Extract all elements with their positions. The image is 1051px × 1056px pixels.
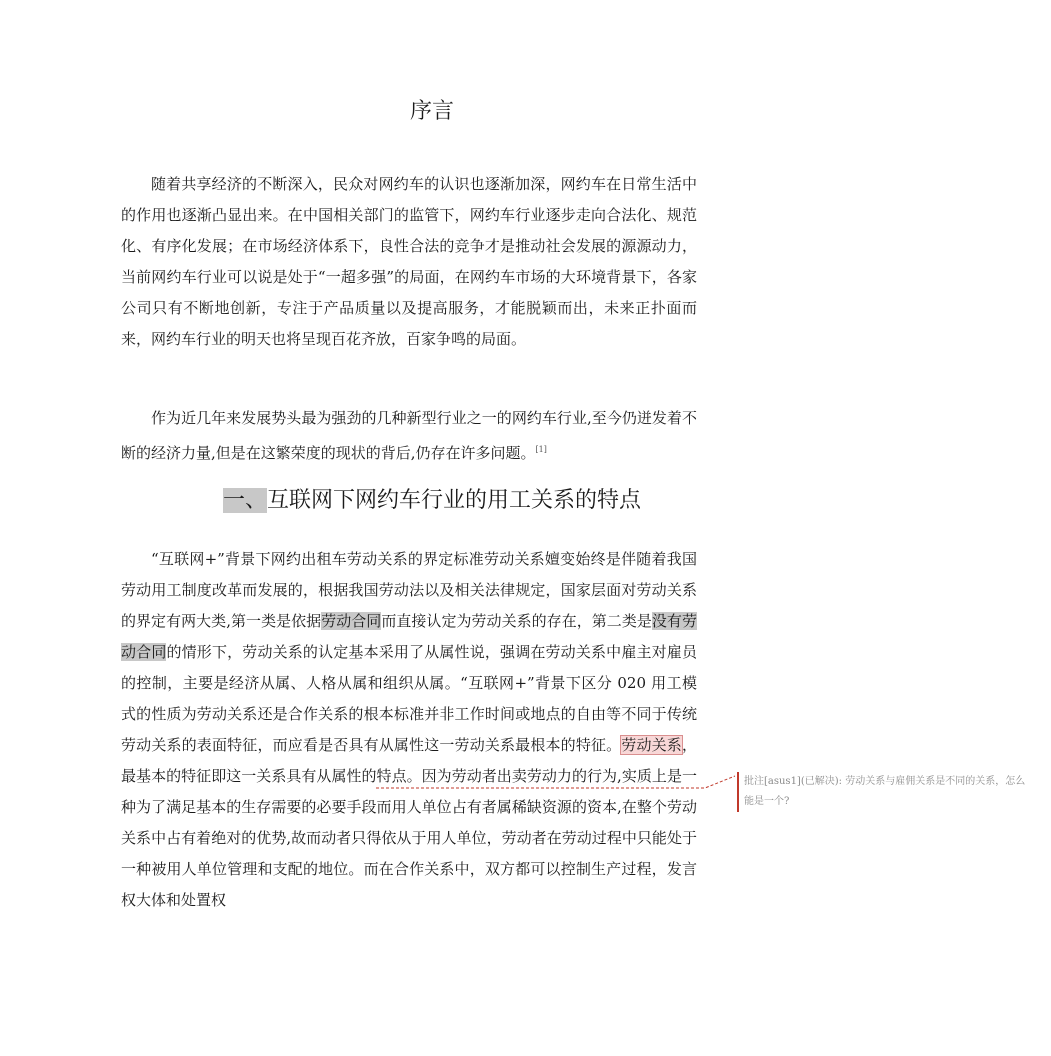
paragraph-intro-2-text: 作为近几年来发展势头最为强劲的几种新型行业之一的网约车行业,至今仍迸发着不断的经济力量,但是在这繁荣度的现状的背后,仍存在许多问题。 [121,409,697,462]
paragraph-intro-1[interactable]: 随着共享经济的不断深入，民众对网约车的认识也逐渐加深，网约车在日常生活中的作用也逐渐凸显出来。在中国相关部门的监管下，网约车行业逐步走向合法化、规范化、有序化发展；在市场经济体系下，良性合法的竞争才是推动社会发展的源源动力，当前网约车行业可以说是处于“一超多强”的局面，在网约车市场的大环境背景下，各家公司只有不断地创新，专注于产品质量以及提高服务，才能脱颖而出，未来正扑面而来，网约车行业的明天也将呈现百花齐放，百家争鸣的局面。 [121,175,697,348]
highlight-no-labor-contract: 没有劳动合同 [121,612,697,661]
comment-anchor-highlight[interactable]: 劳动关系 [621,736,682,754]
paragraph-text-segment: 而直接认定为劳动关系的存在，第二类是 [381,612,652,630]
highlight-labor-contract: 劳动合同 [321,612,382,630]
paragraph-text-segment: “互联网+”背景下网约出租车劳动关系的界定标准劳动关系嬗变始终是伴随着我国劳动用工制度改革而发展的，根据我国劳动法以及相关法律规定，国家层面对劳动关系的界定有两大类,第一类是依据 [121,550,697,630]
paragraph-text-segment: 的情形下，劳动关系的认定基本采用了从属性说，强调在劳动关系中雇主对雇员的控制，主要是经济从属、人格从属和组织从属。“互联网+”背景下区分 020 用工模式的性质为劳动关系还是合作关系的根本标准并非工作时间或地点的自由等不同于传统劳动关系的表面特征，而应看是否具有从属性这一劳动关系最根本的特征。 [121,643,697,754]
heading-text: 互联网下网约车行业的用工关系的特点 [267,488,642,513]
paragraph-text-segment: ，最基本的特征即这一关系具有从属性的特点。因为劳动者出卖劳动力的行为,实质上是一种为了满足基本的生存需要的必要手段而用人单位占有者属稀缺资源的资本,在整个劳动关系中占有着绝对的优势,故而动者只得依从于用人单位，劳动者在劳动过程中只能处于一种被用人单位管理和支配的地位。而在合作关系中，双方都可以控制生产过程，发言权大体和处置权 [121,736,697,909]
comment-balloon[interactable] [737,772,1034,812]
paragraph-section-1[interactable] [121,544,697,916]
footnote-reference[interactable]: [1] [535,445,547,454]
comment-author: 批注[asus1](已解决): [744,776,843,787]
heading-number: 一、 [222,488,267,513]
section-heading [120,484,744,518]
comment-text: 劳动关系与雇佣关系是不同的关系，怎么能是一个? [744,776,1026,807]
page-title: 序言 [409,99,454,124]
paragraph-intro-2[interactable] [121,403,697,469]
